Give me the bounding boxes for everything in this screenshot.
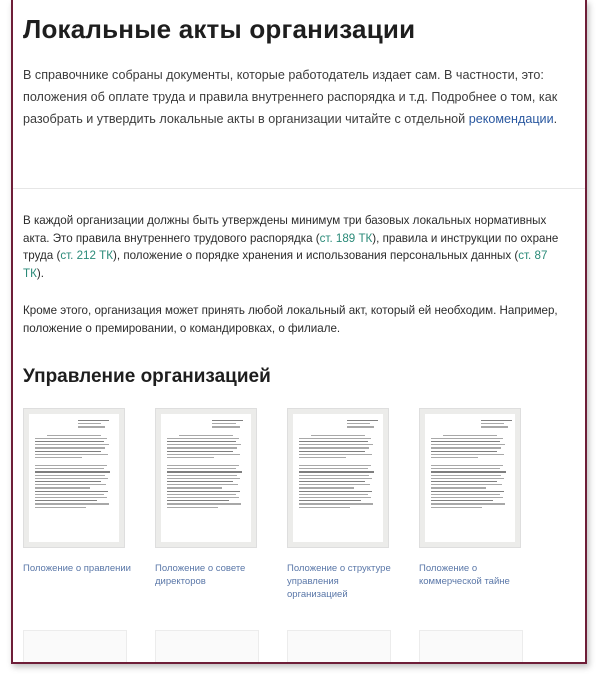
document-thumbnail-icon[interactable] xyxy=(419,408,521,548)
para2-text-1: В каждой организации должны быть утверждены минимум три базовых локальных нормативных акта. Это правила внутреннего трудового распорядка ( xyxy=(23,214,547,245)
section-divider xyxy=(13,188,587,189)
document-card[interactable] xyxy=(23,408,135,575)
next-row-thumbnail xyxy=(419,630,523,664)
next-row-thumbnail xyxy=(155,630,259,664)
document-thumbnail-icon[interactable] xyxy=(287,408,389,548)
para2-text-4: ). xyxy=(36,266,44,280)
intro-paragraph xyxy=(23,64,568,130)
document-thumbnail-icon[interactable] xyxy=(23,408,125,548)
intro-text: В справочнике собраны документы, которые работодатель издает сам. В частности, это: положения об оплате труда и правила внутреннего распорядка и т.д. Подробнее о том, как разобрать и утвердить локальные акты в организации читайте с отдельной xyxy=(23,68,558,126)
document-link[interactable]: Положение о структуре управления организацией xyxy=(287,563,391,600)
law-link-st212[interactable]: ст. 212 ТК xyxy=(60,249,114,262)
recommendation-link[interactable]: рекомендации xyxy=(468,112,554,126)
other-acts-paragraph: Кроме этого, организация может принять любой локальный акт, который ей необходим. Например, положение о премировании, о командировках, о филиале. xyxy=(23,304,558,335)
document-link[interactable]: Положение о коммерческой тайне xyxy=(419,563,510,587)
page-title: Локальные акты организации xyxy=(23,14,416,44)
next-row-thumbnail xyxy=(23,630,127,664)
law-link-st189[interactable]: ст. 189 ТК xyxy=(319,231,373,245)
document-card[interactable] xyxy=(155,408,267,588)
para2-text-3: ), положение о порядке хранения и использования персональных данных ( xyxy=(113,249,519,262)
document-link[interactable]: Положение о совете директоров xyxy=(155,563,246,587)
base-acts-paragraph xyxy=(23,212,568,282)
law-link-st87[interactable]: ст. 87 ТК xyxy=(23,249,548,280)
intro-end: . xyxy=(553,112,558,126)
next-row-thumbnail xyxy=(287,630,391,664)
article-panel xyxy=(11,0,587,664)
para2-text-2: ), правила и инструкции по охране труда ( xyxy=(23,231,559,262)
document-link[interactable]: Положение о правлении xyxy=(23,563,131,574)
document-card[interactable] xyxy=(419,408,531,588)
document-card[interactable] xyxy=(287,408,399,601)
section-title: Управление организацией xyxy=(23,366,271,387)
document-thumbnail-icon[interactable] xyxy=(155,408,257,548)
